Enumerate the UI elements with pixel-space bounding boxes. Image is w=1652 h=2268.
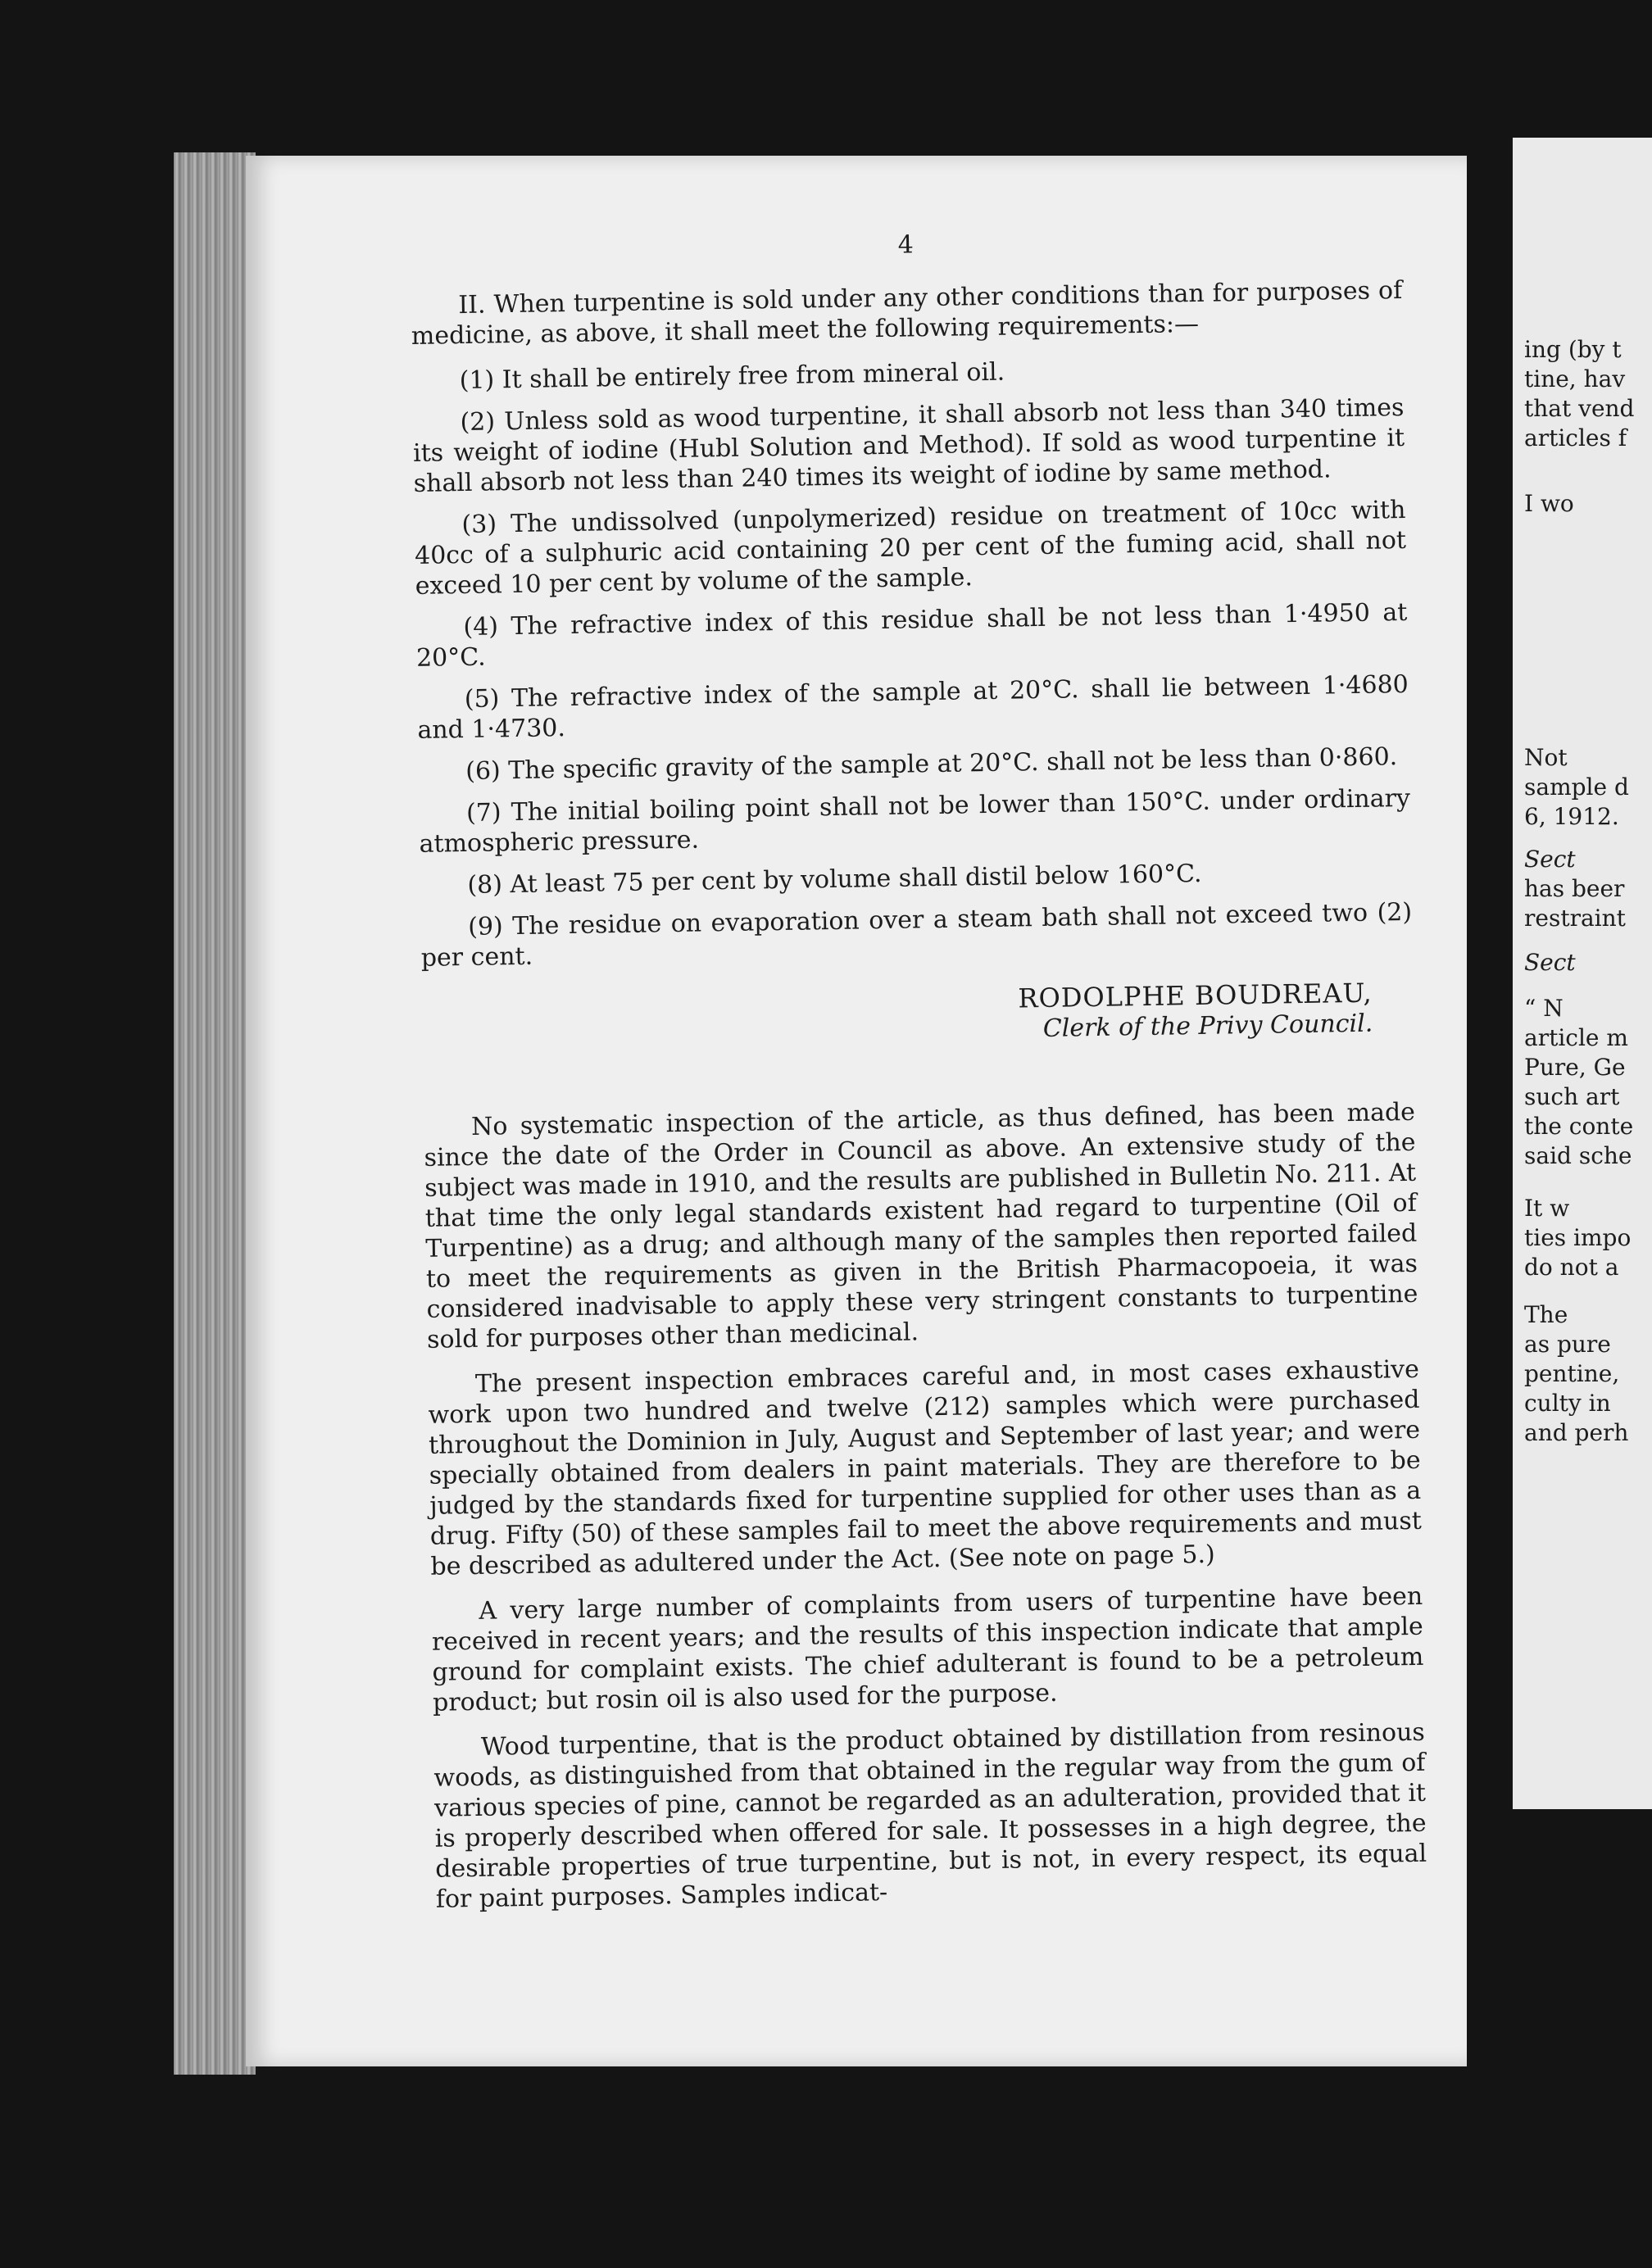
next-page-fragment: The xyxy=(1524,1301,1568,1328)
next-page-fragment: such art xyxy=(1524,1083,1620,1110)
requirement-5: (5) The refractive index of the sample at 20°C. shall lie between 1·4680 and 1·4730. xyxy=(417,669,1409,745)
requirement-3: (3) The undissolved (unpolymerized) residue on treatment of 10cc with 40cc of a sulphuric acid containing 20 per cent of the fuming acid, shall not exceed 10 per cent by volume of the sample. xyxy=(414,495,1407,601)
body-paragraph: The present inspection embraces careful and, in most cases exhaustive work upon two hundred and twelve (212) samples which were purchased throughout the Dominion in July, August and September of last year; and were specially obtained from dealers in paint materials. They are therefore to be judged by the standards fixed for turpentine supplied for other uses than as a drug. Fifty (50) of these samples fail to meet the above requirements and must be described as adultered under the Act. (See note on page 5.) xyxy=(428,1354,1423,1581)
next-page-fragment: Not xyxy=(1524,744,1568,771)
left-page-text xyxy=(410,222,1427,1930)
next-page-fragment: tine, hav xyxy=(1524,365,1626,392)
next-page-fragment: sample d xyxy=(1524,773,1629,801)
next-page-fragment: Sect xyxy=(1524,846,1576,873)
body-paragraph: Wood turpentine, that is the product obtained by distillation from resinous woods, as distinguished from that obtained in the regular way from the gum of various species of pine, cannot be regarded as an adulteration, provided that it is properly described when offered for sale. It possesses in a high degree, the desirable properties of true turpentine, but is not, in every respect, its equal for paint purposes. Samples indicat- xyxy=(433,1717,1427,1914)
body-paragraph: A very large number of complaints from users of turpentine have been received in recent years; and the results of this inspection indicate that ample ground for complaint exists. The chief adulterant is found to be a petroleum product; but rosin oil is also used for the purpose. xyxy=(431,1581,1424,1717)
next-page-fragment: articles f xyxy=(1524,424,1627,451)
next-page-fragment: said sche xyxy=(1524,1142,1632,1169)
page-number: 4 xyxy=(897,230,914,260)
next-page-fragment: pentine, xyxy=(1524,1360,1620,1387)
book-page-edges xyxy=(174,152,256,2075)
signatory-name: RODOLPHE BOUDREAU, xyxy=(1018,977,1373,1014)
next-page-fragment: has beer xyxy=(1524,875,1625,902)
next-page-fragment: “ N xyxy=(1524,995,1564,1022)
next-page-fragment: I wo xyxy=(1524,490,1574,517)
next-page-fragment: culty in xyxy=(1524,1390,1611,1417)
next-page-fragment: ing (by t xyxy=(1524,336,1622,363)
next-page-edge xyxy=(1513,138,1652,1809)
requirement-4: (4) The refractive index of this residue shall be not less than 1·4950 at 20°C. xyxy=(415,597,1408,673)
next-page-fragment: restraint xyxy=(1524,905,1626,932)
next-page-fragment: article m xyxy=(1524,1024,1628,1051)
requirement-1: (1) It shall be entirely free from mineral oil. xyxy=(459,357,1005,396)
next-page-fragment: 6, 1912. xyxy=(1524,803,1619,830)
requirement-9: (9) The residue on evaporation over a steam bath shall not exceed two (2) per cent. xyxy=(420,897,1413,973)
next-page-fragment: Sect xyxy=(1524,949,1576,976)
signatory-title: Clerk of the Privy Council. xyxy=(1042,1009,1373,1043)
next-page-fragment: and perh xyxy=(1524,1419,1629,1446)
next-page-fragment: the conte xyxy=(1524,1113,1634,1140)
next-page-fragment: do not a xyxy=(1524,1254,1619,1281)
requirements-list xyxy=(411,351,1412,973)
next-page-fragment: that vend xyxy=(1524,395,1635,422)
next-page-fragment: Pure, Ge xyxy=(1524,1054,1626,1081)
requirement-8: (8) At least 75 per cent by volume shall distil below 160°C. xyxy=(467,859,1202,900)
next-page-fragment: It w xyxy=(1524,1195,1570,1222)
requirement-6: (6) The specific gravity of the sample at 20°C. shall not be less than 0·860. xyxy=(465,742,1398,787)
body-paragraph: No systematic inspection of the article, as thus defined, has been made since the date of the Order in Council as above. An extensive study of the subject was made in 1910, and the results are published in Bulletin No. 211. At that time the only legal standards existent had regard to turpentine (Oil of Turpentine) as a drug; and although many of the samples then reported failed to meet the requirements as given in the British Pharmacopoeia, it was considered inadvisable to apply these very stringent constants to turpentine sold for purposes other than medicinal. xyxy=(424,1097,1418,1354)
requirement-2: (2) Unless sold as wood turpentine, it shall absorb not less than 340 times its weight of iodine (Hubl Solution and Method). If sold as wood turpentine it shall absorb not less than 240 times its weight of iodine by same method. xyxy=(412,392,1405,498)
next-page-fragment: ties impo xyxy=(1524,1224,1632,1251)
signature-block xyxy=(421,978,1373,1054)
intro-paragraph: II. When turpentine is sold under any other conditions than for purposes of medicine, as above, it shall meet the following requirements:— xyxy=(411,275,1403,351)
next-page-fragment: as pure xyxy=(1524,1331,1611,1358)
requirement-7: (7) The initial boiling point shall not be lower than 150°C. under ordinary atmospheric pressure. xyxy=(419,783,1411,859)
